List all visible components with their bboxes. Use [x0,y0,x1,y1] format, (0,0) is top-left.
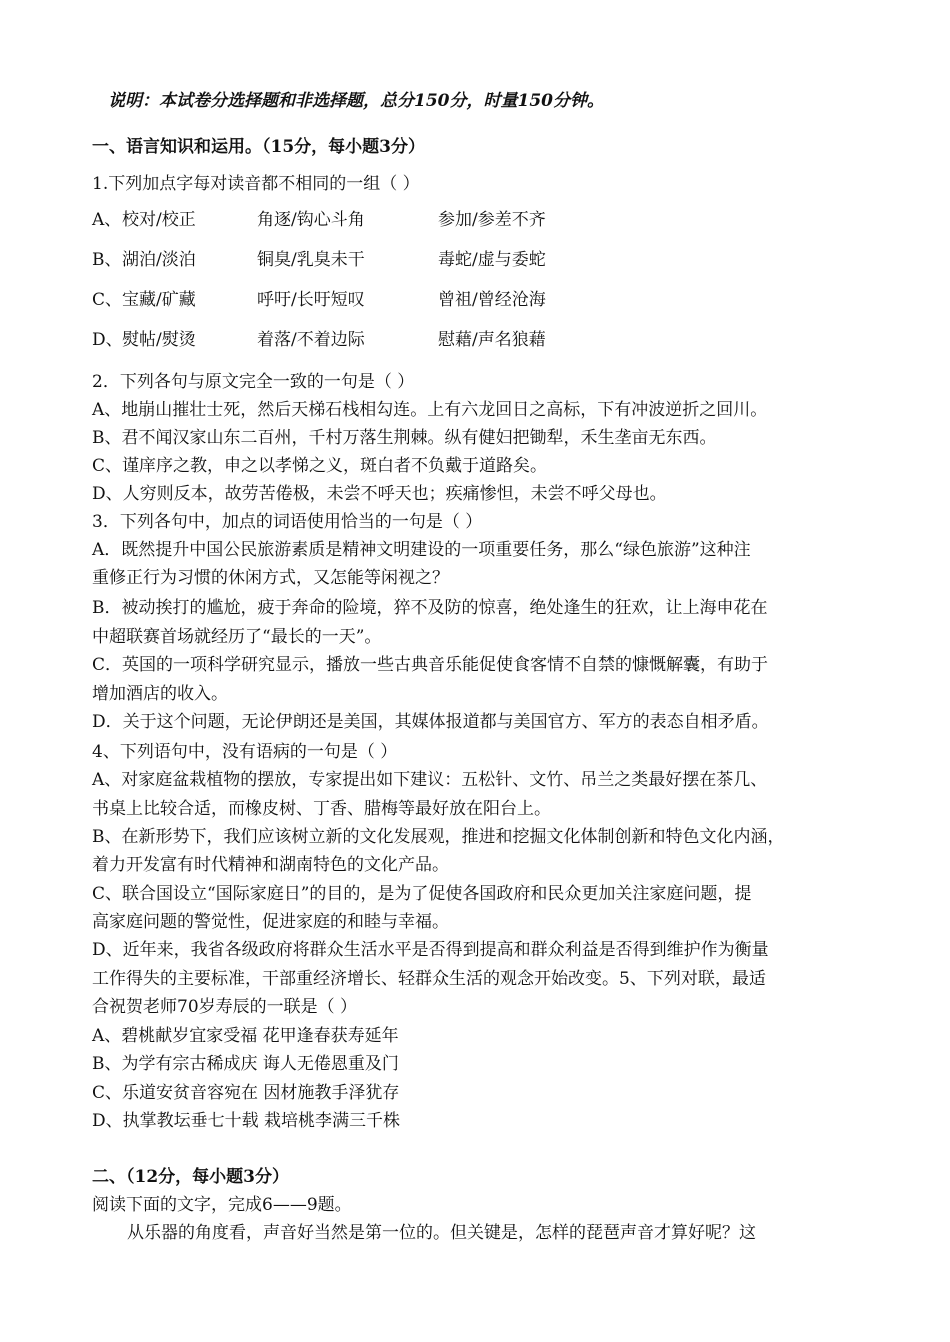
q1-d-label: D、 [92,330,123,350]
q1-c-c2: 呼吁/长吁短叹 [257,290,365,310]
q2-stem: 2．下列各句与原文完全一致的一句是（ ） [92,372,415,392]
q3-line: C．英国的一项科学研究显示，播放一些古典音乐能促使食客情不自禁的慷慨解囊，有助于 [92,655,769,675]
q1-c-label: C、 [92,290,123,310]
q1-a-c1: 校对/校正 [122,210,196,230]
q3-line: 增加酒店的收入。 [92,684,228,704]
q4-line: A、对家庭盆栽植物的摆放，专家提出如下建议：五松针、文竹、吊兰之类最好摆在茶几、 [92,770,768,790]
q3-line: 重修正行为习惯的休闲方式，又怎能等闲视之？ [92,568,449,588]
q4-line: 书桌上比较合适，而橡皮树、丁香、腊梅等最好放在阳台上。 [92,799,551,819]
q3-stem: 3．下列各句中，加点的词语使用恰当的一句是（ ） [92,512,483,532]
q4-stem: 4、下列语句中，没有语病的一句是（ ） [92,742,398,762]
q1-c-c1: 宝藏/矿藏 [122,290,196,310]
q4-line: B、在新形势下，我们应该树立新的文化发展观，推进和挖掘文化体制创新和特色文化内涵， [92,827,785,847]
q2-option-b: B、君不闻汉家山东二百州，千村万落生荆棘。纵有健妇把锄犁，禾生垄亩无东西。 [92,428,717,448]
q4-line: 工作得失的主要标准，干部重经济增长、轻群众生活的观念开始改变。5、下列对联，最适 [92,969,766,989]
section2-intro: 阅读下面的文字，完成6——9题。 [92,1195,352,1215]
q4-line: D、近年来，我省各级政府将群众生活水平是否得到提高和群众利益是否得到维护作为衡量 [92,940,769,960]
q5-option-c: C、乐道安贫音容宛在 因材施教手泽犹存 [92,1083,400,1103]
section2-heading: 二、（12分，每小题3分） [92,1167,289,1187]
q3-line: D．关于这个问题，无论伊朗还是美国，其媒体报道都与美国官方、军方的表态自相矛盾。 [92,712,769,732]
section1-heading: 一、语言知识和运用。（15分，每小题3分） [92,137,425,157]
q2-option-c: C、谨庠序之教，申之以孝悌之义，斑白者不负戴于道路矣。 [92,456,548,476]
q1-b-c2: 铜臭/乳臭未干 [257,250,365,270]
q4-line: 高家庭问题的警觉性，促进家庭的和睦与幸福。 [92,912,449,932]
q2-option-d: D、人穷则反本，故劳苦倦极，未尝不呼天也；疾痛惨怛，未尝不呼父母也。 [92,484,667,504]
q4-line: C、联合国设立“国际家庭日”的目的，是为了促使各国政府和民众更加关注家庭问题，提 [92,884,752,904]
q5-option-d: D、执掌教坛垂七十载 栽培桃李满三千株 [92,1111,401,1131]
q1-d-c2: 着落/不着边际 [257,330,365,350]
q1-c-c3: 曾祖/曾经沧海 [438,290,546,310]
exam-note: 说明：本试卷分选择题和非选择题，总分150分，时量150分钟。 [108,91,604,111]
q5-option-a: A、碧桃献岁宜家受福 花甲逢春获寿延年 [92,1026,399,1046]
q1-b-c1: 湖泊/淡泊 [122,250,196,270]
q2-option-a: A、地崩山摧壮士死，然后天梯石栈相勾连。上有六龙回日之高标，下有冲波逆折之回川。 [92,400,768,420]
q5-option-b: B、为学有宗古稀成庆 诲人无倦恩重及门 [92,1054,399,1074]
q1-d-c3: 慰藉/声名狼藉 [438,330,546,350]
q3-line: 中超联赛首场就经历了“最长的一天”。 [92,627,382,647]
q4-line: 着力开发富有时代精神和湖南特色的文化产品。 [92,855,449,875]
q1-a-label: A、 [92,210,122,230]
q1-d-c1: 熨帖/熨烫 [122,330,196,350]
q1-b-c3: 毒蛇/虚与委蛇 [438,250,546,270]
q1-b-label: B、 [92,250,122,270]
q5-stem: 合祝贺老师70岁寿辰的一联是（ ） [92,997,358,1017]
section2-paragraph: 从乐器的角度看，声音好当然是第一位的。但关键是，怎样的琵琶声音才算好呢？这 [127,1223,756,1243]
q3-line: B．被动挨打的尴尬，疲于奔命的险境，猝不及防的惊喜，绝处逢生的狂欢，让上海申花在 [92,598,768,618]
q1-a-c2: 角逐/钩心斗角 [257,210,365,230]
q3-line: A．既然提升中国公民旅游素质是精神文明建设的一项重要任务，那么“绿色旅游”这种注 [92,540,751,560]
q1-a-c3: 参加/参差不齐 [438,210,546,230]
q1-stem: 1.下列加点字每对读音都不相同的一组（ ） [92,174,420,194]
